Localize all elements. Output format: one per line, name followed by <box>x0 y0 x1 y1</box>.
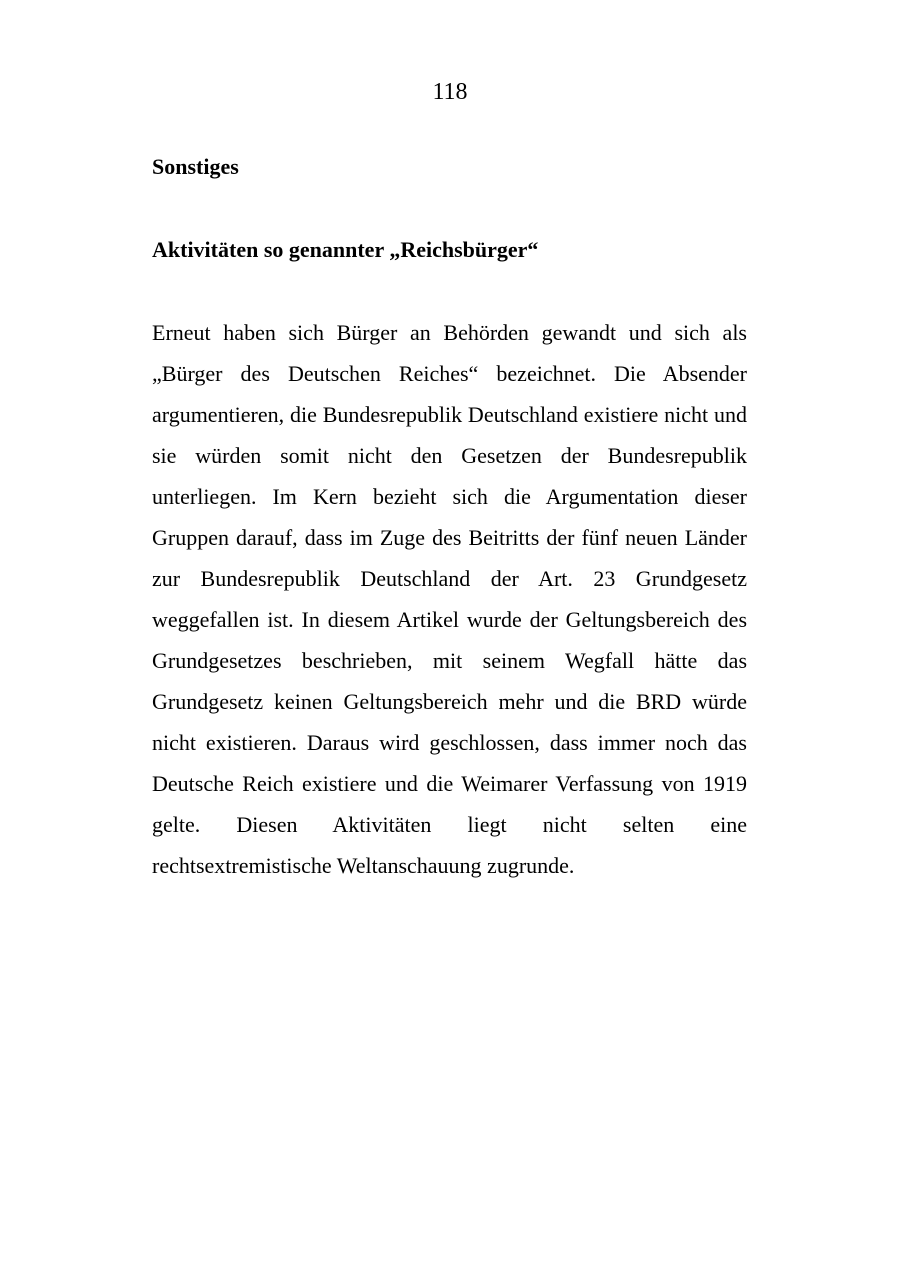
page-number: 118 <box>432 79 468 105</box>
body-paragraph: Erneut haben sich Bürger an Behörden gewandt und sich als „Bürger des Deutschen Reiches“ bezeichnet. Die Absender argumentieren, die Bundesrepublik Deutschland existiere nicht und sie würden somit nicht den Gesetzen der Bundesrepublik unterliegen. Im Kern bezieht sich die Argumentation dieser Gruppen darauf, dass im Zuge des Beitritts der fünf neuen Länder zur Bundesrepublik Deutschland der Art. 23 Grundgesetz weggefallen ist. In diesem Artikel wurde der Geltungsbereich des Grundgesetzes beschrieben, mit seinem Wegfall hätte das Grundgesetz keinen Geltungsbereich mehr und die BRD würde nicht existieren. Daraus wird geschlossen, dass immer noch das Deutsche Reich existiere und die Weimarer Verfassung von 1919 gelte. Diesen Aktivitäten liegt nicht selten eine rechtsextremistische Weltanschauung zugrunde. <box>152 320 747 878</box>
subsection-heading: Aktivitäten so genannter „Reichsbürger“ <box>152 237 539 262</box>
section-heading: Sonstiges <box>152 154 239 179</box>
